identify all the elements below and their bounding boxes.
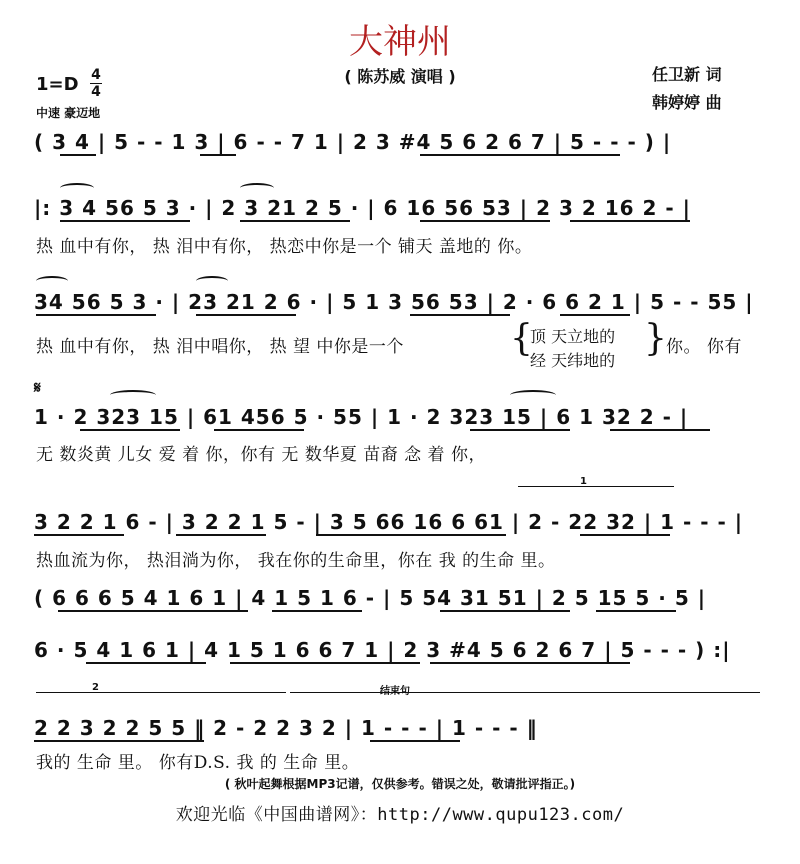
beam-line — [196, 314, 296, 316]
score-system-4: 1 · 2 323 15 | 61 456 5 · 55 | 1 · 2 323 15 | 6 1 32 2 - | — [34, 405, 689, 429]
volta-bracket-1 — [518, 486, 674, 487]
beam-line — [36, 314, 156, 316]
slur-mark — [60, 183, 94, 193]
beam-line — [570, 220, 690, 222]
lyric-line-2: 热 血中有你， 热 泪中有你， 热恋中你是一个 铺天 盖地的 你。 — [36, 237, 533, 257]
alt-lyric-2: 经 天纬地的 — [530, 351, 616, 370]
beam-line — [430, 662, 630, 664]
beam-line — [440, 610, 570, 612]
lyric-brace-close: } — [644, 318, 667, 359]
beam-line — [34, 740, 204, 742]
lyric-line-8: 我的 生命 里。 你有D.S. 我 的 生命 里。 — [36, 753, 360, 773]
beam-line — [610, 429, 710, 431]
slur-mark — [110, 390, 156, 400]
beam-line — [60, 154, 96, 156]
singer-credit: ( 陈苏威 演唱 ) — [344, 67, 456, 86]
slur-mark — [36, 276, 68, 286]
ending-bracket — [290, 692, 760, 693]
beam-line — [420, 220, 550, 222]
lyricist-credit: 任卫新 词 — [652, 65, 722, 84]
time-signature — [90, 68, 102, 99]
volta-number-2: 2 — [92, 682, 99, 693]
alt-lyric-1: 顶 天立地的 — [530, 327, 616, 346]
slur-mark — [240, 183, 274, 193]
segno-sign: 𝄋 — [34, 378, 41, 397]
beam-line — [200, 154, 236, 156]
beam-line — [316, 534, 506, 536]
beam-line — [470, 429, 570, 431]
key-signature: 1=D — [36, 74, 79, 95]
slur-mark — [196, 276, 228, 286]
beam-line — [214, 429, 304, 431]
lyric-brace-open: { — [510, 318, 533, 359]
beam-line — [580, 534, 670, 536]
beam-line — [230, 662, 420, 664]
time-bottom: 4 — [91, 84, 101, 100]
lyric-line-4: 无 数炎黄 儿女 爱 着 你，你有 无 数华夏 苗裔 念 着 你， — [36, 445, 486, 465]
composer-credit: 韩婷婷 曲 — [652, 93, 722, 112]
volta-number-1: 1 — [580, 476, 587, 487]
score-system-2: |: 3 4 56 5 3 · | 2 3 21 2 5 · | 6 16 56 53 | 2 3 2 16 2 - | — [34, 196, 691, 220]
time-top: 4 — [91, 67, 101, 83]
beam-line — [272, 610, 362, 612]
lyric-line-5: 热血流为你， 热泪淌为你， 我在你的生命里，你在 我 的生命 里。 — [36, 551, 556, 571]
beam-line — [60, 220, 190, 222]
score-system-5: 3 2 2 1 6 - | 3 2 2 1 5 - | 3 5 66 16 6 61 | 2 - 22 32 | 1 - - - | — [34, 510, 744, 534]
tempo-marking: 中速 豪迈地 — [36, 106, 101, 120]
beam-line — [410, 314, 510, 316]
beam-line — [420, 154, 620, 156]
beam-line — [80, 429, 180, 431]
score-system-7: 6 · 5 4 1 6 1 | 4 1 5 1 6 6 7 1 | 2 3 #4 5 6 2 6 7 | 5 - - - ) :| — [34, 638, 731, 662]
beam-line — [176, 534, 266, 536]
lyric-line-3: 热 血中有你， 热 泪中唱你， 热 望 中你是一个 — [36, 337, 404, 357]
song-title: 大神州 — [349, 22, 451, 62]
ending-label: 结束句 — [380, 686, 410, 697]
score-system-8: 2 2 3 2 2 5 5 ‖ 2 - 2 2 3 2 | 1 - - - | 1 - - - ‖ — [34, 716, 538, 740]
beam-line — [240, 220, 350, 222]
beam-line — [370, 740, 460, 742]
beam-line — [58, 610, 248, 612]
beam-line — [596, 610, 676, 612]
score-system-6: ( 6 6 6 5 4 1 6 1 | 4 1 5 1 6 - | 5 54 31 51 | 2 5 15 5 · 5 | — [34, 586, 707, 610]
lyric-line-3-end: 你。 你有 — [666, 337, 742, 357]
score-system-3: 34 56 5 3 · | 23 21 2 6 · | 5 1 3 56 53 | 2 · 6 6 2 1 | 5 - - 55 | — [34, 290, 754, 314]
transcription-note: ( 秋叶起舞根据MP3记谱，仅供参考。错误之处，敬请批评指正。) — [224, 777, 576, 791]
beam-line — [560, 314, 630, 316]
score-system-1: ( 3 4 | 5 - - 1 3 | 6 - - 7 1 | 2 3 #4 5 6 2 6 7 | 5 - - - ) | — [34, 130, 672, 154]
beam-line — [34, 534, 124, 536]
volta-bracket-2 — [36, 692, 286, 693]
beam-line — [86, 662, 206, 664]
slur-mark — [510, 390, 556, 400]
website-banner[interactable]: 欢迎光临《中国曲谱网》：http://www.qupu123.com/ — [175, 805, 625, 825]
